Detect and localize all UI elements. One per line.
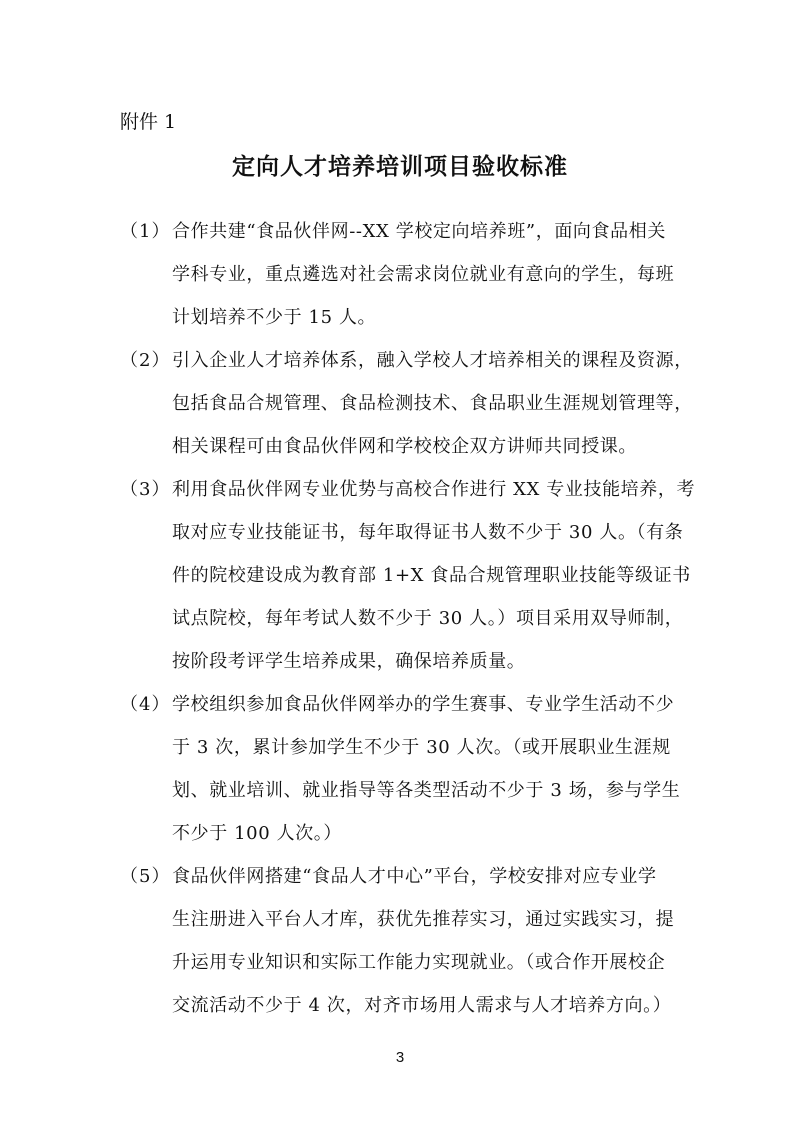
item-2-line-3: 相关课程可由食品伙伴网和学校校企双方讲师共同授课。 (172, 436, 637, 457)
item-4-line-2: 于 3 次，累计参加学生不少于 30 人次。（或开展职业生涯规 (172, 737, 671, 758)
item-5-line-2: 生注册进入平台人才库，获优先推荐实习，通过实践实习，提 (172, 909, 675, 930)
item-2-line-2: 包括食品合规管理、食品检测技术、食品职业生涯规划管理等， (172, 393, 693, 414)
item-4-line-1: 学校组织参加食品伙伴网举办的学生赛事、专业学生活动不少 (172, 694, 675, 715)
item-1-line-2: 学科专业，重点遴选对社会需求岗位就业有意向的学生，每班 (172, 264, 675, 285)
item-3-line-4: 试点院校，每年考试人数不少于 30 人。）项目采用双导师制， (172, 608, 684, 629)
item-5-line-1: 食品伙伴网搭建“食品人才中心”平台，学校安排对应专业学 (172, 866, 657, 887)
item-3-line-1: 利用食品伙伴网专业优势与高校合作进行 XX 专业技能培养，考 (172, 479, 696, 500)
item-5-line-4: 交流活动不少于 4 次，对齐市场用人需求与人才培养方向。） (172, 995, 672, 1016)
item-3-line-3: 件的院校建设成为教育部 1+X 食品合规管理职业技能等级证书 (172, 565, 691, 586)
item-1-line-3: 计划培养不少于 15 人。 (172, 307, 377, 328)
item-3-line-5: 按阶段考评学生培养成果，确保培养质量。 (172, 651, 526, 672)
item-4-line-3: 划、就业培训、就业指导等各类型活动不少于 3 场，参与学生 (172, 780, 681, 801)
item-4-number: （4） (120, 694, 171, 715)
document-title: 定向人才培养培训项目验收标准 (232, 153, 568, 180)
item-5-number: （5） (120, 866, 171, 887)
item-3-number: （3） (120, 479, 171, 500)
item-2-number: （2） (120, 350, 171, 371)
item-1-number: （1） (120, 221, 171, 242)
item-1-line-1: 合作共建“食品伙伴网--XX 学校定向培养班”，面向食品相关 (172, 221, 666, 242)
page-number: 3 (395, 1049, 405, 1066)
item-2-line-1: 引入企业人才培养体系，融入学校人才培养相关的课程及资源， (172, 350, 693, 371)
item-5-line-3: 升运用专业知识和实际工作能力实现就业。（或合作开展校企 (172, 952, 666, 973)
item-3-line-2: 取对应专业技能证书，每年取得证书人数不少于 30 人。（有条 (172, 522, 684, 543)
item-4-line-4: 不少于 100 人次。） (172, 823, 342, 844)
attachment-label: 附件 1 (120, 111, 177, 133)
